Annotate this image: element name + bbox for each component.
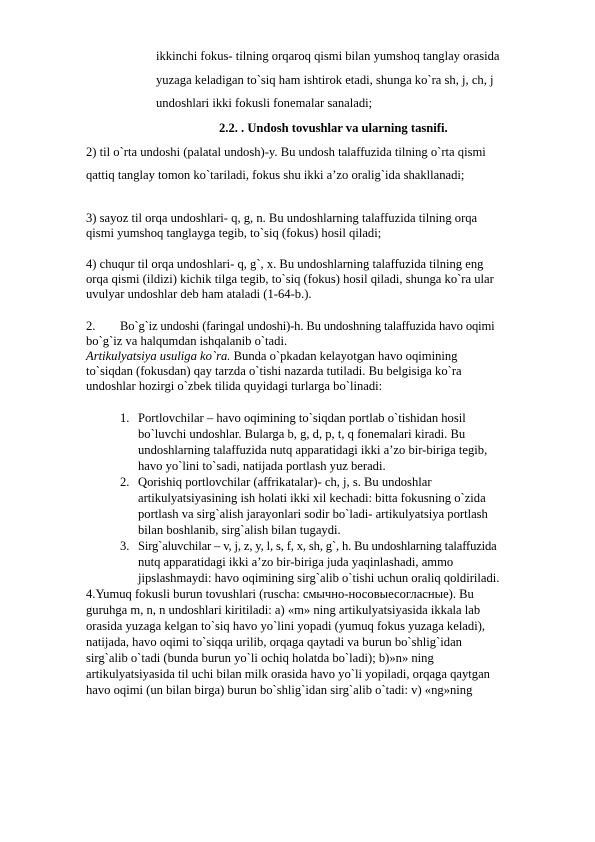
para5-line-1: 4.Yumuq fokusli burun tovushlari (ruscha: смычно-носовыесогласные). Bu — [86, 587, 474, 601]
para3-line-1: 4) chuqur til orqa undoshlari- q, g`, x. Bu undoshlarning talaffuzida tilning eng — [86, 257, 484, 271]
list-item-1-line-2: bo`luvchi undoshlar. Bularga b, g, d, p, t, q fonemalari kiradi. Bu — [138, 427, 466, 441]
list-item-1-line-3: undoshlarning talaffuzida nutq apparatidagi ikki a’zo bir-biriga tegib, — [138, 443, 488, 457]
para4-line-4: to`siqdan (fokusdan) qay tarzda o`tishi nazarda tutiladi. Bu belgisiga ko`ra — [86, 364, 462, 378]
para5-line-2: guruhga m, n, n undoshlari kiritiladi: a) «m» ning artikulyatsiyasida ikkala lab — [86, 603, 481, 617]
list-item-3-line-1: Sirg`aluvchilar – v, j, z, y, l, s, f, x, sh, g`, h. Bu undoshlarning talaffuzida — [138, 539, 497, 553]
list-item-2-line-2: artikulyatsiyasining ish holati ikki xil kechadi: bitta fokusning o`zida — [138, 491, 486, 505]
para4-line-1: Bo`g`iz undoshi (faringal undoshi)-h. Bu undoshning talaffuzida havo oqimi — [120, 319, 495, 333]
list-item-2-line-4: bilan boshlanib, sirg`alish bilan tugaydi. — [138, 523, 341, 537]
list-item-1-line-4: havo yo`lini to`sadi, natijada portlash yuz beradi. — [138, 459, 386, 473]
para4-line-3 — [86, 348, 457, 364]
para3-line-2: orqa qismi (ildizi) kichik tilga tegib, to`siq (fokus) hosil qiladi, shunga ko`ra ular — [86, 272, 494, 286]
para5-line-6: artikulyatsiyasida til uchi bilan milk orasida havo yo`li yopiladi, orqaga qaytgan — [86, 667, 490, 681]
para5-line-7: havo oqimi (un bilan birga) burun bo`shlig`idan sirg`alib o`tadi: v) «ng»ning — [86, 683, 473, 697]
list-item-1-line-1: Portlovchilar – havo oqimining to`siqdan portlab o`tishidan hosil — [138, 411, 466, 425]
para5-line-5: sirg`alib o`tadi (bunda burun yo`li ochiq holatda bo`ladi); b)»n» ning — [86, 651, 434, 665]
list-item-2-number: 2. — [120, 475, 130, 489]
para5-line-4: natijada, havo oqimi to`siqqa urilib, orqaga qaytadi va burun bo`shlig`idan — [86, 635, 462, 649]
para4-line-2: bo`g`iz va halqumdan ishqalanib o`tadi. — [86, 334, 288, 348]
para2-line-2: qismi yumshoq tanglayga tegib, to`siq (fokus) hosil qiladi; — [86, 226, 382, 240]
para5-line-3: orasida yuzaga kelgan to`siq havo yo`lini yopadi (yumuq fokus yuzaga keladi), — [86, 619, 486, 633]
top-para-line-3: undoshlari ikki fokusli fonemalar sanaladi; — [156, 96, 373, 110]
para4-number: 2. — [86, 319, 96, 333]
para1-line-1: 2) til o`rta undoshi (palatal undosh)-y. Bu undosh talaffuzida tilning o`rta qismi — [86, 145, 486, 159]
para4-italic-lead: Artikulyatsiya usuliga ko`ra. — [86, 349, 231, 363]
para4-line-3-rest: Bunda o`pkadan kelayotgan havo oqimining — [230, 349, 458, 363]
list-item-2-line-1: Qorishiq portlovchilar (affrikatalar)- ch, j, s. Bu undoshlar — [138, 475, 432, 489]
list-item-3-number: 3. — [120, 539, 130, 553]
list-item-3-line-2: nutq apparatidagi ikki a’zo bir-biriga juda yaqinlashadi, ammo — [138, 555, 454, 569]
section-heading: 2.2. . Undosh tovushlar va ularning tasnifi. — [219, 121, 448, 135]
para4-line-5: undoshlar hozirgi o`zbek tilida quyidagi turlarga bo`linadi: — [86, 379, 383, 393]
para2-line-1: 3) sayoz til orqa undoshlari- q, g, n. Bu undoshlarning talaffuzida tilning orqa — [86, 211, 478, 225]
list-item-3-line-3: jipslashmaydi: havo oqimining sirg`alib o`tishi uchun oraliq qoldiriladi. — [138, 571, 500, 585]
list-item-2-line-3: portlash va sirg`alish jarayonlari sodir bo`ladi- artikulyatsiya portlash — [138, 507, 488, 521]
list-item-1-number: 1. — [120, 411, 130, 425]
top-para-line-1: ikkinchi fokus- tilning orqaroq qismi bilan yumshoq tanglay orasida — [156, 49, 500, 63]
top-para-line-2: yuzaga keladigan to`siq ham ishtirok etadi, shunga ko`ra sh, j, ch, j — [156, 73, 494, 87]
para3-line-3: uvulyar undoshlar deb ham ataladi (1-64-b.). — [86, 287, 312, 301]
para1-line-2: qattiq tanglay tomon ko`tariladi, fokus shu ikki a’zo oralig`ida shakllanadi; — [86, 168, 465, 182]
